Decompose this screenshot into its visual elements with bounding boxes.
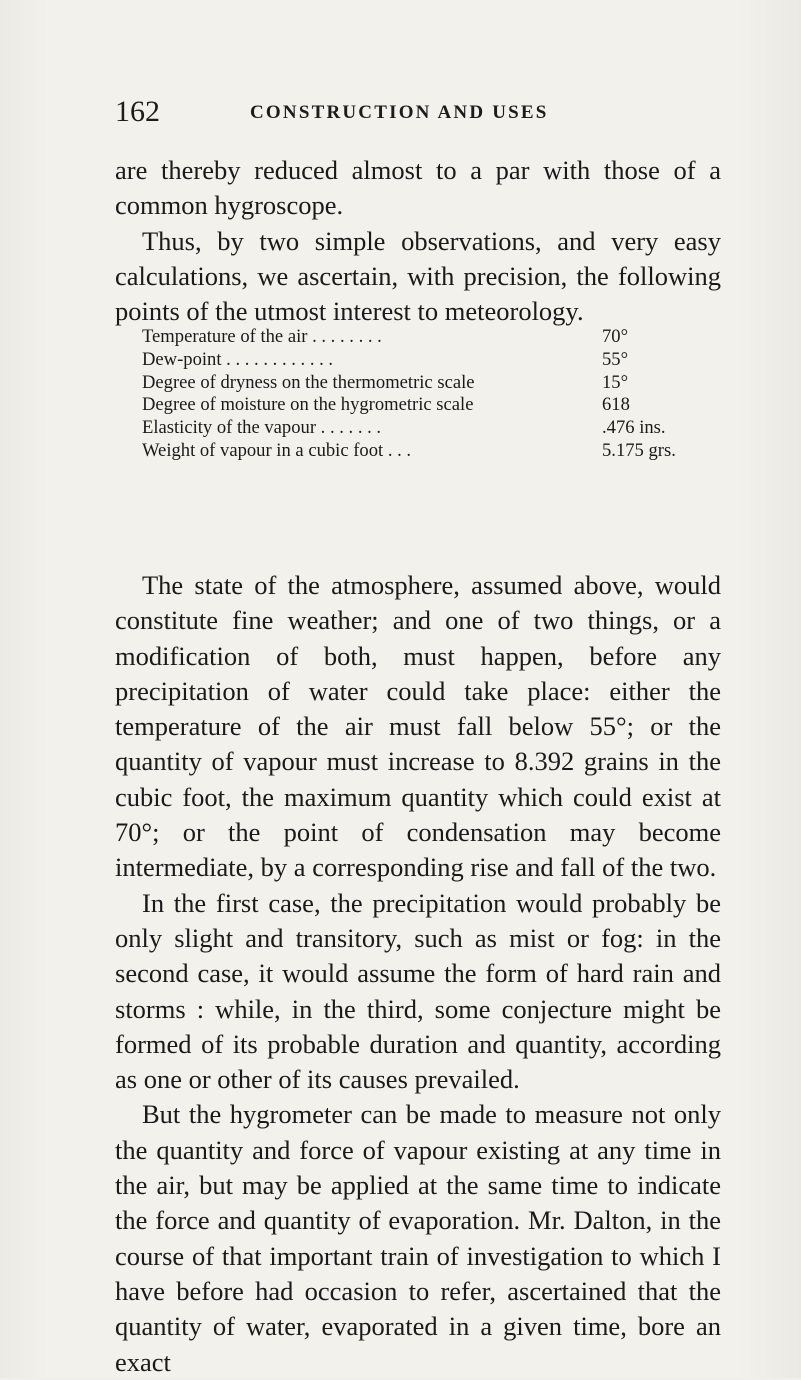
paragraph: are thereby reduced almost to a par with those of a common hygroscope. xyxy=(115,155,721,221)
table-row-value: 55° xyxy=(602,348,629,370)
table-row-value: .476 ins. xyxy=(602,417,666,439)
paragraph: Thus, by two simple observations, and very easy calculations, we ascertain, with precision, the following points of the utmost interest to meteorology. xyxy=(115,225,721,327)
table-row-label: Degree of moisture on the hygrometric scale xyxy=(142,394,474,416)
page-number: 162 xyxy=(115,95,160,128)
table-row-label: Elasticity of the vapour . . . . . . . xyxy=(142,417,382,439)
table-row xyxy=(142,372,722,395)
page-header xyxy=(0,92,801,132)
table-row-label: Weight of vapour in a cubic foot . . . xyxy=(142,439,412,461)
measurement-table xyxy=(142,326,722,463)
table-row xyxy=(142,394,722,417)
text-block-bottom xyxy=(115,568,721,1380)
table-row-value: 618 xyxy=(602,394,630,416)
running-title: CONSTRUCTION AND USES xyxy=(250,102,549,123)
table-row-label: Degree of dryness on the thermometric scale xyxy=(142,371,475,393)
table-row xyxy=(142,417,722,440)
text-block-top xyxy=(115,153,721,329)
table-row-label: Dew-point . . . . . . . . . . . . xyxy=(142,348,334,370)
table-row-label: Temperature of the air . . . . . . . . xyxy=(142,326,382,347)
paragraph: But the hygrometer can be made to measure not only the quantity and force of vapour existing at any time in the air, but may be applied at the same time to indicate the force and quantity of evaporation. Mr. Dalton, in the course of that important train of investigation to which I have before had occasion to refer, ascertained that the quantity of water, evaporated in a given time, bore an exact xyxy=(115,1099,721,1377)
table-row xyxy=(142,440,722,463)
paragraph: The state of the atmosphere, assumed above, would constitute fine weather; and one of two things, or a modification of both, must happen, before any precipitation of water could take place: either the temperature of the air must fall below 55°; or the quantity of vapour must increase to 8.392 grains in the cubic foot, the maximum quantity which could exist at 70°; or the point of condensation may become intermediate, by a corresponding rise and fall of the two. xyxy=(115,570,721,883)
table-row-value: 5.175 grs. xyxy=(602,439,676,461)
table-row-value: 70° xyxy=(602,326,629,347)
table-row xyxy=(142,349,722,372)
table-row-value: 15° xyxy=(602,371,629,393)
paragraph: In the first case, the precipitation would probably be only slight and transitory, such as mist or fog: in the second case, it would assume the form of hard rain and storms : while, in the third, some conjecture might be formed of its probable duration and quantity, according as one or other of its causes prevailed. xyxy=(115,887,721,1095)
table-row xyxy=(142,326,722,349)
